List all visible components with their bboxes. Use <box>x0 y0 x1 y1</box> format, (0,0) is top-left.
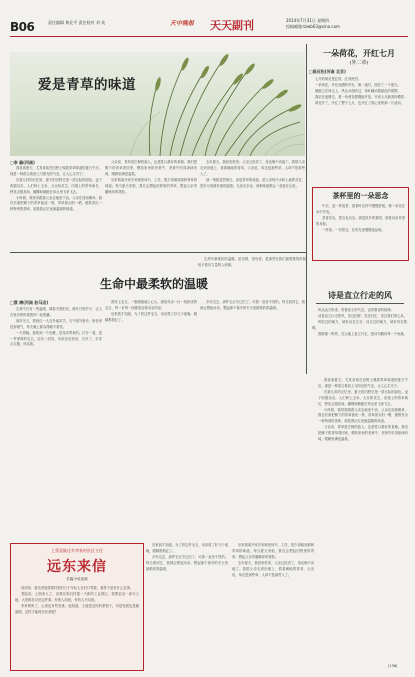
article-column-1 <box>10 166 102 248</box>
paragraph: 后来我离开家乡到城里读书、工作，很少再闻到那种青草的味道。每当夏天来临，我总会想起田野里的青草，想起父亲弯腰锄草的背影。 <box>105 177 197 194</box>
paragraph: 后来我才知道，为了织这件毛衣，母亲熬了好几个夜晚，眼睛都熬红了。 <box>146 543 228 553</box>
article-title-wheat: 爱是青草的味道 <box>38 77 136 93</box>
poem-line: 一杯茶，一份思念，在时光里慢慢地品味。 <box>322 227 385 232</box>
poem2-title: 茶杯里的一朵思念 <box>332 191 389 200</box>
page-number: B06 <box>10 20 35 34</box>
serial-subtitle: 长篇小说连载 <box>66 577 88 581</box>
article-softest-intro <box>198 257 306 297</box>
serial-novel-box <box>10 543 144 671</box>
bottom-column-2 <box>232 543 314 669</box>
paragraph: 生命中最柔软的温暖，是亲情，是母爱，是那些在我们最需要的时候给予我们力量的人和事。 <box>198 257 306 267</box>
paragraph: 父亲说，青草是庄稼的敌人，也是牲口最好的食粮。我们把锄下的青草背回家，喂给家里的老黄牛，老黄牛吃得津津有味，眼睛里满是温柔。 <box>318 425 408 442</box>
bottom-column-3 <box>318 378 408 663</box>
paragraph: 那年冬天，我独自一人在外地求学，天气格外寒冷，宿舍里没有暖气，每天晚上都冻得睡不着觉。 <box>10 318 102 329</box>
paragraph: 我喜欢夏天，尤其喜欢在田野上嗅着青草味道的夏日午后。那是一种混合着泥土与阳光的气息，让人心生安宁。 <box>318 378 408 388</box>
poem2-body <box>316 204 405 259</box>
paragraph: 一天傍晚，我收到一个包裹，是母亲寄来的。打开一看，是一件厚厚的毛衣，还有一封信。母亲在信里说，天冷了，多穿点衣服，别冻着。 <box>10 330 102 347</box>
paragraph: 那一刻我忽然明白，爱是青草的味道，是父亲的汗水和土地的芬芳，是岁月里最朴素的温情。无论走多远，那种味道都会一直留在心里。 <box>200 177 305 188</box>
poem-line: 午后，泡一杯清茶，看茶叶在杯中慢慢舒展，像一朵花在水中开放。 <box>316 204 405 214</box>
poem3-title: 诗是直立行走的风 <box>328 290 392 300</box>
serial-top-line: 上蔡县陆庄乡李家村社区主任 <box>51 548 103 553</box>
softest-column-2 <box>105 300 197 537</box>
contact-email: 投稿邮箱:tzwb63@sina.com <box>286 24 340 29</box>
paragraph: 去年夏天，我回到老家，父亲已经老了，再也锄不动地了。我陪父亲走到田埂上，看着满地的青草，父亲说，草还是那些草，人却不是那些人了。 <box>232 560 314 577</box>
poem-line: 风从远方吹来，带着泥土的气息，也带着诗的韵律。 <box>318 308 394 312</box>
paragraph: 多年过去，那件毛衣早已旧了，可我一直舍不得扔。每当看到它，我就会想起母亲，想起那个寒冷的冬天里最柔软的温暖。 <box>146 554 228 571</box>
poem-line: 我愿做一阵风，在大地上直立行走，把诗句撒向每一个角落。 <box>318 331 407 336</box>
poem-line: 诗是直立行走的风，穿过田野，穿过村庄，穿过我们的心灵。 <box>318 313 407 318</box>
serial-body <box>15 586 139 670</box>
poem1-author: □陈应松(河南 北京) <box>309 69 346 74</box>
poem-line: 风吹过的地方，就有诗在生长；诗走过的地方，就有风在歌唱。 <box>312 319 407 330</box>
paragraph: 生命中总有一些温暖，像春天的阳光，像冬日的炉火，让人在寒冷的时候感到一丝慰藉。 <box>10 307 102 317</box>
paragraph: 后来我离开家乡到城里读书、工作，很少再闻到那种青草的味道。每当夏天来临，我总会想起田野里的青草，想起父亲弯腰锄草的背影。 <box>232 543 314 559</box>
paragraph: 小时候，我常常跟着父亲去地里干活。父亲在前面锄草，我在后面把锄下的青草拢成一堆，青草被太阳一晒，便散发出一种特别的香味，那是我记忆里最温暖的味道。 <box>10 195 102 212</box>
issue-date <box>286 18 340 30</box>
poem3-body <box>312 308 407 372</box>
paragraph: 老陆说，上面来人了，说要在咱们村建一个新的工业园区，需要征用一部分土地，大家都在议论这件事，有的人同意，有的人不同意。 <box>15 591 139 602</box>
article-author-wheat: □李 磊(河南) <box>10 160 35 165</box>
section-divider <box>10 252 306 253</box>
paragraph: 父亲说，青草是庄稼的敌人，也是牲口最好的食粮。我们把锄下的青草背回家，喂给家里的老黄牛，老黄牛吃得津津有味，眼睛里满是温柔。 <box>105 160 197 176</box>
article-column-2 <box>105 160 197 248</box>
paragraph: 我穿上毛衣，一股暖流涌上心头。那是母亲一针一线织成的毛衣，每一针每一线都饱含着母亲的爱。 <box>105 300 197 310</box>
poem-line: 七月的荷花是红的，红得热烈。 <box>315 77 362 81</box>
poem1-title: 一朵荷花，开红七月 <box>323 48 395 58</box>
serial-title: 远东来信 <box>47 559 107 575</box>
paragraph: 去年夏天，我回到老家，父亲已经老了，再也锄不动地了。我陪父亲走到田埂上，看着满地的青草，父亲说，草还是那些草，人却不是那些人了。 <box>200 160 305 176</box>
newspaper-logo: 天中晚报 <box>170 20 195 27</box>
paragraph: 回到家，看见老陆带着村里的几个年轻人在村口等着，看样子是有什么急事。 <box>21 586 134 590</box>
poem1-subtitle: (外二章) <box>349 60 369 66</box>
article-column-3 <box>200 160 305 248</box>
poem-line: 荷花开了，开红了整个七月，也开红了我心里的那一片清凉。 <box>315 100 405 105</box>
paragraph: 在我儿时的记忆里，夏天的田野总是一望无际的绿色。麦子收割以后，人们种上玉米、大豆和花生，田埂上的青草疯长，野花点缀其间，蝴蝶和蜻蜓在草丛里飞来飞去。 <box>318 389 408 406</box>
poem1-body <box>309 77 409 172</box>
softest-column-1 <box>10 307 102 537</box>
softest-column-3 <box>200 300 305 537</box>
editor-meta: 责任编辑 黄北平 责任校对 刘 英 <box>48 20 106 25</box>
bottom-column-1 <box>146 543 228 669</box>
serial-number: (136) <box>388 664 398 668</box>
column-name: 天天副刊 <box>210 19 254 32</box>
poem-line: 我站在池塘边，看一朵荷花慢慢地开放，开成七月最美的模样。 <box>315 94 408 99</box>
wheat-field-photo <box>10 52 305 156</box>
poem-line: 一朵荷花，开在池塘的中央，像一盏灯，照亮了一个夏天。 <box>315 82 401 87</box>
date-text: 2014年7月31日 星期四 <box>286 18 330 23</box>
paragraph: 在我儿时的记忆里，夏天的田野总是一望无际的绿色。麦子收割以后，人们种上玉米、大豆和花生，田埂上的青草疯长，野花点缀其间，蝴蝶和蜻蜓在草丛里飞来飞去。 <box>10 177 102 194</box>
paragraph: 多年过去，那件毛衣早已旧了，可我一直舍不得扔。每当看到它，我就会想起母亲，想起那个寒冷的冬天里最柔软的温暖。 <box>200 300 305 310</box>
wheat-illustration <box>10 52 305 156</box>
sidebar-divider <box>306 44 307 374</box>
paragraph: 后来我才知道，为了织这件毛衣，母亲熬了好几个夜晚，眼睛都熬红了。 <box>105 311 197 322</box>
article-title-softest: 生命中最柔软的温暖 <box>100 277 209 291</box>
header-rule <box>10 36 408 37</box>
article-author-softest: □蔡 梅(河南 驻马店) <box>10 300 49 305</box>
poem-line: 蜻蜓立在荷尖上，风从水面吹过，荷叶翻动着绿色的裙摆。 <box>315 88 401 93</box>
paragraph: 我喜欢夏天，尤其喜欢在田野上嗅着青草味道的夏日午后。那是一种混合着泥土与阳光的气息，让人心生安宁。 <box>10 166 102 176</box>
poem-line: 茶香袅袅，思念也袅袅。那是故乡的茶园，那是母亲采茶的身影。 <box>316 215 405 226</box>
paragraph: 小时候，我常常跟着父亲去地里干活。父亲在前面锄草，我在后面把锄下的青草拢成一堆，青草被太阳一晒，便散发出一种特别的香味，那是我记忆里最温暖的味道。 <box>318 407 408 424</box>
paragraph: 李家明听了，心里也有些犯难。他知道，土地是农民的命根子，可是发展也是硬道理，怎样才能两全其美呢？ <box>15 603 139 614</box>
poem2-box <box>312 187 409 261</box>
